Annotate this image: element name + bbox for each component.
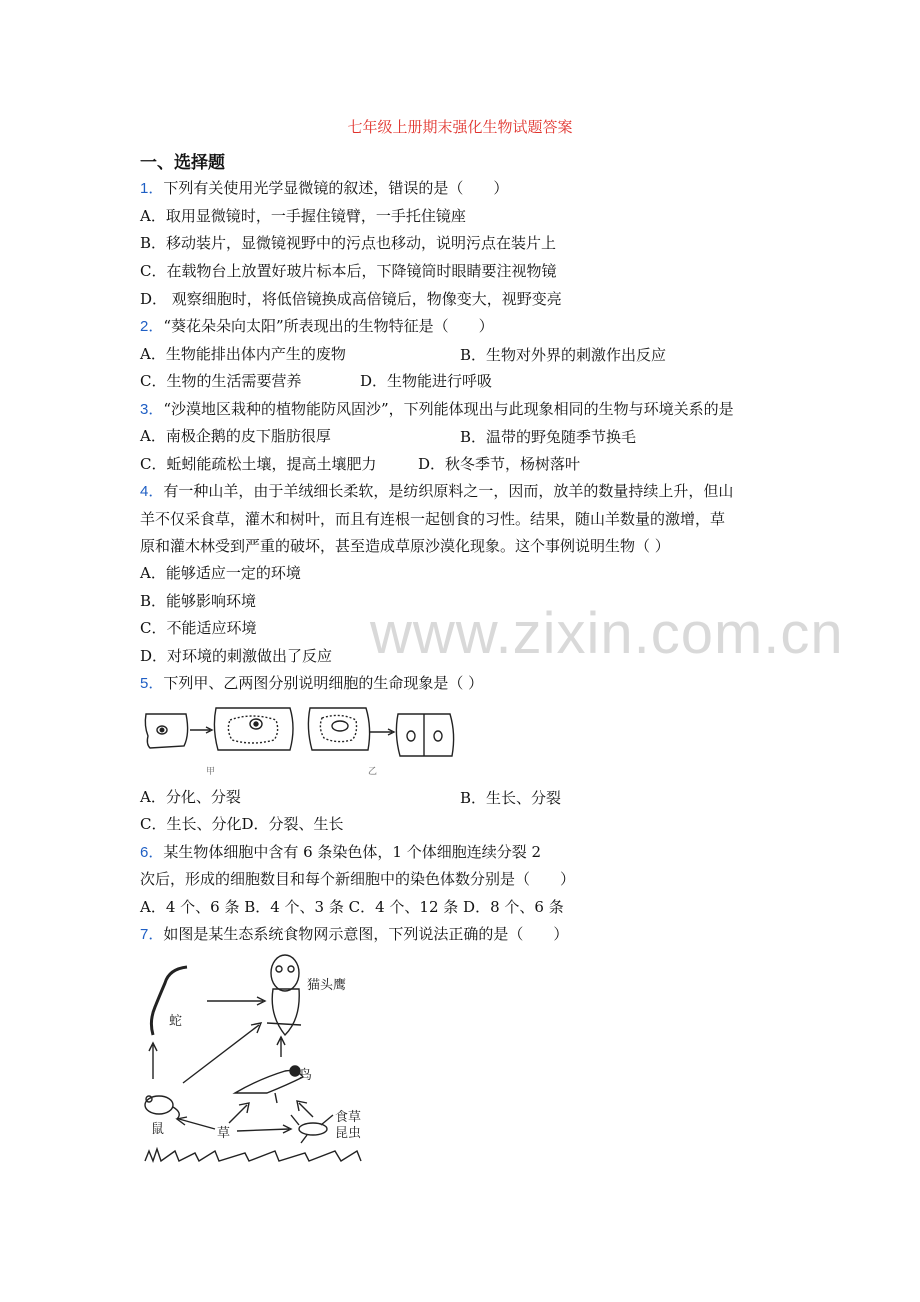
label-jia: 甲 [206,767,216,777]
q2-option-c: C．生物的生活需要营养 [140,372,302,390]
q1-option-c: C．在载物台上放置好玻片标本后，下降镜筒时眼睛要注视物镜 [140,262,557,280]
insect-illustration [291,1115,333,1143]
q3-option-b: B．温带的野兔随季节换毛 [460,428,637,446]
q1-option-b: B．移动装片，显微镜视野中的污点也移动，说明污点在装片上 [140,234,557,252]
cell-figure [140,700,460,780]
q6-options: A．4 个、6 条 B．4 个、3 条 C．4 个、12 条 D．8 个、6 条 [140,898,564,916]
label-snake: 蛇 [169,1014,183,1029]
label-yi: 乙 [368,767,378,777]
q5-number: 5． [140,675,164,692]
q1-number: 1． [140,180,164,197]
q3-number: 3． [140,401,164,418]
grass-illustration [145,1149,361,1161]
q7-stem: 7．如图是某生态系统食物网示意图，下列说法正确的是（ ） [140,925,569,943]
q2-option-d: D．生物能进行呼吸 [360,372,493,390]
q4-option-b: B．能够影响环境 [140,592,257,610]
document-title: 七年级上册期末强化生物试题答案 [347,118,573,136]
cell-yi-left [308,708,369,750]
q3-stem: 3．“沙漠地区栽种的植物能防风固沙”，下列能体现出与此现象相同的生物与环境关系的是 [140,400,734,418]
q3-option-d: D．秋冬季节，杨树落叶 [418,455,581,473]
q3-option-c: C．蚯蚓能疏松土壤，提高土壤肥力 [140,455,377,473]
label-owl: 猫头鹰 [307,978,347,993]
q4-option-a: A．能够适应一定的环境 [140,564,301,582]
q1-option-d: D． 观察细胞时，将低倍镜换成高倍镜后，物像变大，视野变亮 [140,290,562,308]
q5-option-a: A．分化、分裂 [140,788,241,806]
q6-number: 6． [140,844,164,861]
label-insect-1: 食草 [335,1110,362,1125]
q6-stem-line2: 次后，形成的细胞数目和每个新细胞中的染色体数分别是（ ） [140,870,576,888]
watermark: www.zixin.com.cn [370,601,844,666]
q4-stem-line1: 4．有一种山羊，由于羊绒细长柔软，是纺织原料之一，因而，放羊的数量持续上升，但山 [140,482,734,500]
q4-stem-line3: 原和灌木林受到严重的破坏，甚至造成草原沙漠化现象。这个事例说明生物（ ） [140,537,670,555]
section-heading: 一、选择题 [140,153,225,173]
q1-option-a: A．取用显微镜时，一手握住镜臂，一手托住镜座 [140,207,466,225]
q4-option-d: D．对环境的刺激做出了反应 [140,647,333,665]
owl-illustration [267,955,301,1035]
q4-number: 4． [140,483,164,500]
label-mouse: 鼠 [151,1122,165,1137]
q2-number: 2． [140,318,164,335]
label-insect-2: 昆虫 [335,1126,362,1141]
q4-stem-line2: 羊不仅采食草，灌木和树叶，而且有连根一起刨食的习性。结果，随山羊数量的激增，草 [140,510,726,528]
mouse-illustration [145,1096,179,1119]
q7-number: 7． [140,926,164,943]
cell-yi-right [396,714,453,756]
q5-option-b: B．生长、分裂 [460,789,562,807]
bird-illustration [235,1066,303,1103]
q5-option-cd: C．生长、分化D．分裂、生长 [140,815,344,833]
label-bird: 鸟 [299,1068,313,1083]
q1-stem: 1．下列有关使用光学显微镜的叙述，错误的是（ ） [140,179,509,197]
q2-stem: 2．“葵花朵朵向太阳”所表现出的生物特征是（ ） [140,317,494,335]
label-grass: 草 [217,1126,231,1141]
q4-option-c: C．不能适应环境 [140,619,257,637]
q2-option-a: A．生物能排出体内产生的废物 [140,345,346,363]
q5-stem: 5．下列甲、乙两图分别说明细胞的生命现象是（ ） [140,674,484,692]
food-web-figure [135,945,385,1165]
q2-option-b: B．生物对外界的刺激作出反应 [460,346,667,364]
q6-stem-line1: 6．某生物体细胞中含有 6 条染色体，1 个体细胞连续分裂 2 [140,843,542,861]
q3-option-a: A．南极企鹅的皮下脂肪很厚 [140,427,331,445]
